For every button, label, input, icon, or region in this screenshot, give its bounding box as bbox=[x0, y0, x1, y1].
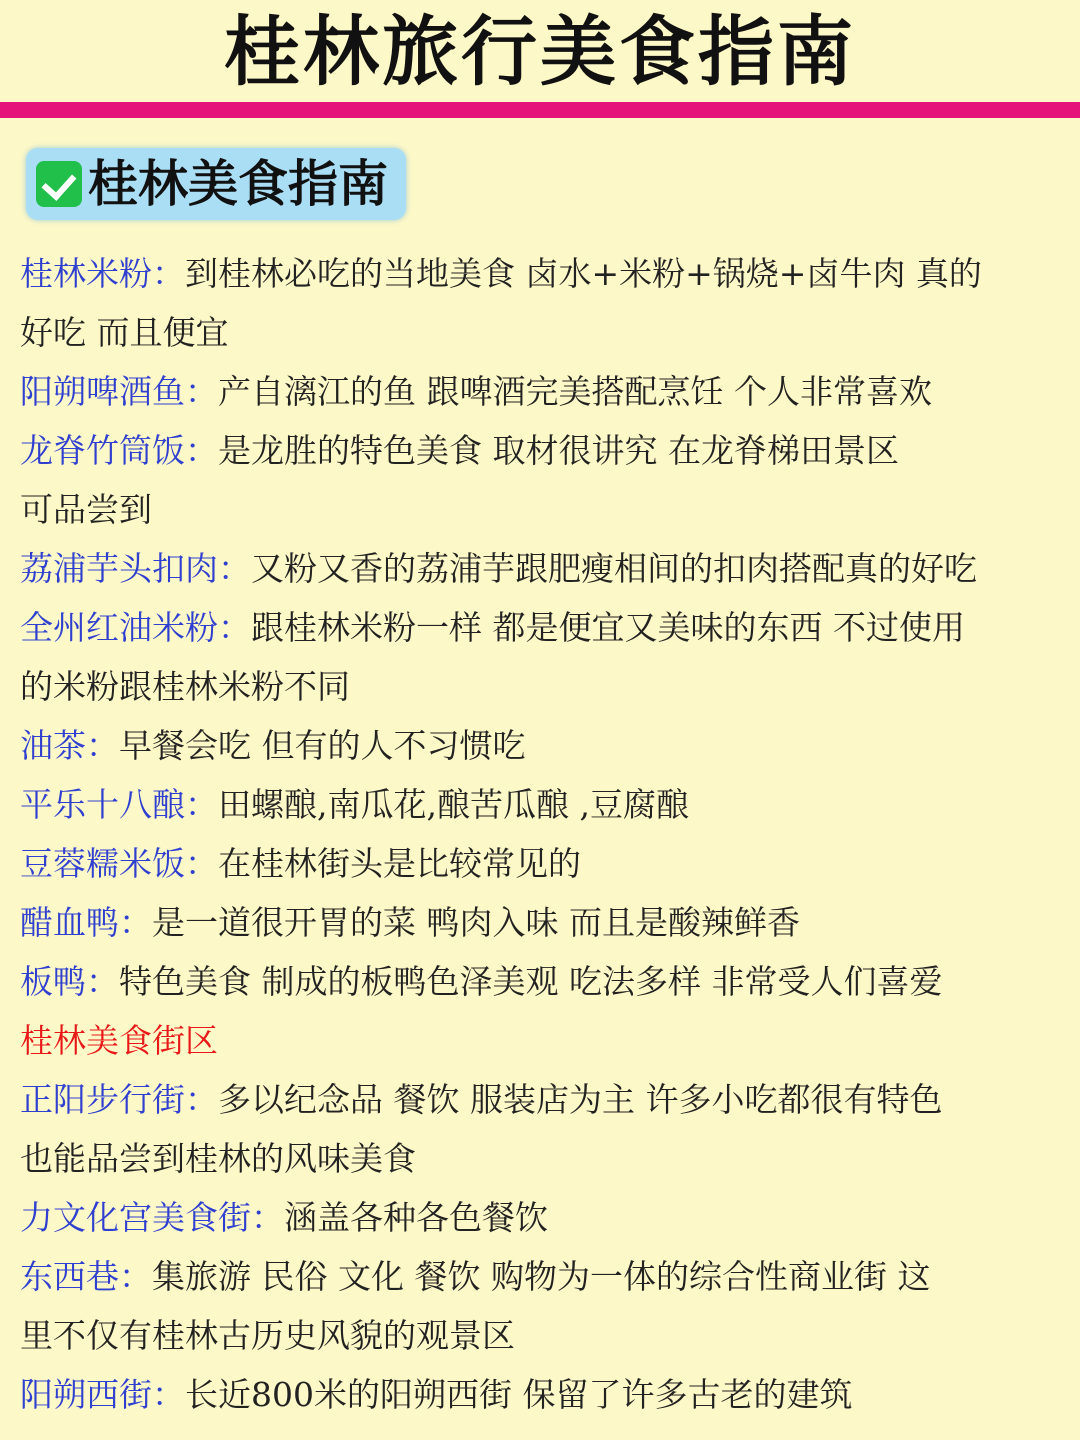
page-title: 桂林旅行美食指南 bbox=[224, 7, 856, 96]
text-line bbox=[20, 834, 1064, 893]
badge-label: 桂林美食指南 bbox=[88, 155, 388, 213]
text-line bbox=[20, 775, 1064, 834]
text-line bbox=[20, 1070, 1064, 1129]
street-description: 涵盖各种各色餐饮 bbox=[284, 1198, 548, 1237]
food-description: 可品尝到 bbox=[20, 490, 152, 529]
food-name: 龙脊竹筒饭： bbox=[20, 431, 218, 470]
text-line bbox=[20, 952, 1064, 1011]
street-description: 里不仅有桂林古历史风貌的观景区 bbox=[20, 1316, 515, 1355]
text-line bbox=[20, 657, 1064, 716]
food-description: 田螺酿,南瓜花,酿苦瓜酿 ,豆腐酿 bbox=[218, 785, 689, 824]
food-name: 全州红油米粉： bbox=[20, 608, 251, 647]
text-line bbox=[20, 362, 1064, 421]
food-description: 好吃 而且便宜 bbox=[20, 313, 229, 352]
food-description: 又粉又香的荔浦芋跟肥瘦相间的扣肉搭配真的好吃 bbox=[251, 549, 977, 588]
title-divider bbox=[0, 102, 1080, 118]
text-line bbox=[20, 716, 1064, 775]
text-line bbox=[20, 539, 1064, 598]
street-description: 多以纪念品 餐饮 服装店为主 许多小吃都很有特色 bbox=[218, 1080, 943, 1119]
food-description: 在桂林街头是比较常见的 bbox=[218, 844, 581, 883]
food-name: 豆蓉糯米饭： bbox=[20, 844, 218, 883]
food-name: 荔浦芋头扣肉： bbox=[20, 549, 251, 588]
street-name: 力文化宫美食街： bbox=[20, 1198, 284, 1237]
food-guide-list bbox=[20, 244, 1064, 1424]
text-line bbox=[20, 893, 1064, 952]
text-line bbox=[20, 598, 1064, 657]
food-description: 是龙胜的特色美食 取材很讲究 在龙脊梯田景区 bbox=[218, 431, 899, 470]
text-line bbox=[20, 421, 1064, 480]
street-name: 东西巷： bbox=[20, 1257, 152, 1296]
text-line bbox=[20, 1188, 1064, 1247]
food-name: 醋血鸭： bbox=[20, 903, 152, 942]
text-line bbox=[20, 1247, 1064, 1306]
street-name: 阳朔西街： bbox=[20, 1375, 185, 1414]
food-name: 板鸭： bbox=[20, 962, 119, 1001]
text-line bbox=[20, 480, 1064, 539]
street-description: 集旅游 民俗 文化 餐饮 购物为一体的综合性商业街 这 bbox=[152, 1257, 931, 1296]
food-name: 平乐十八酿： bbox=[20, 785, 218, 824]
food-description: 是一道很开胃的菜 鸭肉入味 而且是酸辣鲜香 bbox=[152, 903, 800, 942]
street-name: 正阳步行街： bbox=[20, 1080, 218, 1119]
street-description: 长近800米的阳朔西街 保留了许多古老的建筑 bbox=[185, 1375, 853, 1414]
food-description: 跟桂林米粉一样 都是便宜又美味的东西 不过使用 bbox=[251, 608, 965, 647]
food-name: 阳朔啤酒鱼： bbox=[20, 372, 218, 411]
check-icon bbox=[36, 161, 82, 207]
section-badge bbox=[26, 148, 406, 220]
food-description: 早餐会吃 但有的人不习惯吃 bbox=[119, 726, 526, 765]
food-name: 油茶： bbox=[20, 726, 119, 765]
text-line bbox=[20, 303, 1064, 362]
food-description: 到桂林必吃的当地美食 卤水+米粉+锅烧+卤牛肉 真的 bbox=[185, 254, 982, 293]
food-description: 产自漓江的鱼 跟啤酒完美搭配烹饪 个人非常喜欢 bbox=[218, 372, 932, 411]
section-heading-line bbox=[20, 1011, 1064, 1070]
food-description: 的米粉跟桂林米粉不同 bbox=[20, 667, 350, 706]
food-description: 特色美食 制成的板鸭色泽美观 吃法多样 非常受人们喜爱 bbox=[119, 962, 943, 1001]
text-line bbox=[20, 244, 1064, 303]
food-name: 桂林米粉： bbox=[20, 254, 185, 293]
text-line bbox=[20, 1306, 1064, 1365]
text-line bbox=[20, 1129, 1064, 1188]
text-line bbox=[20, 1365, 1064, 1424]
food-street-heading: 桂林美食街区 bbox=[20, 1021, 218, 1060]
street-description: 也能品尝到桂林的风味美食 bbox=[20, 1139, 416, 1178]
